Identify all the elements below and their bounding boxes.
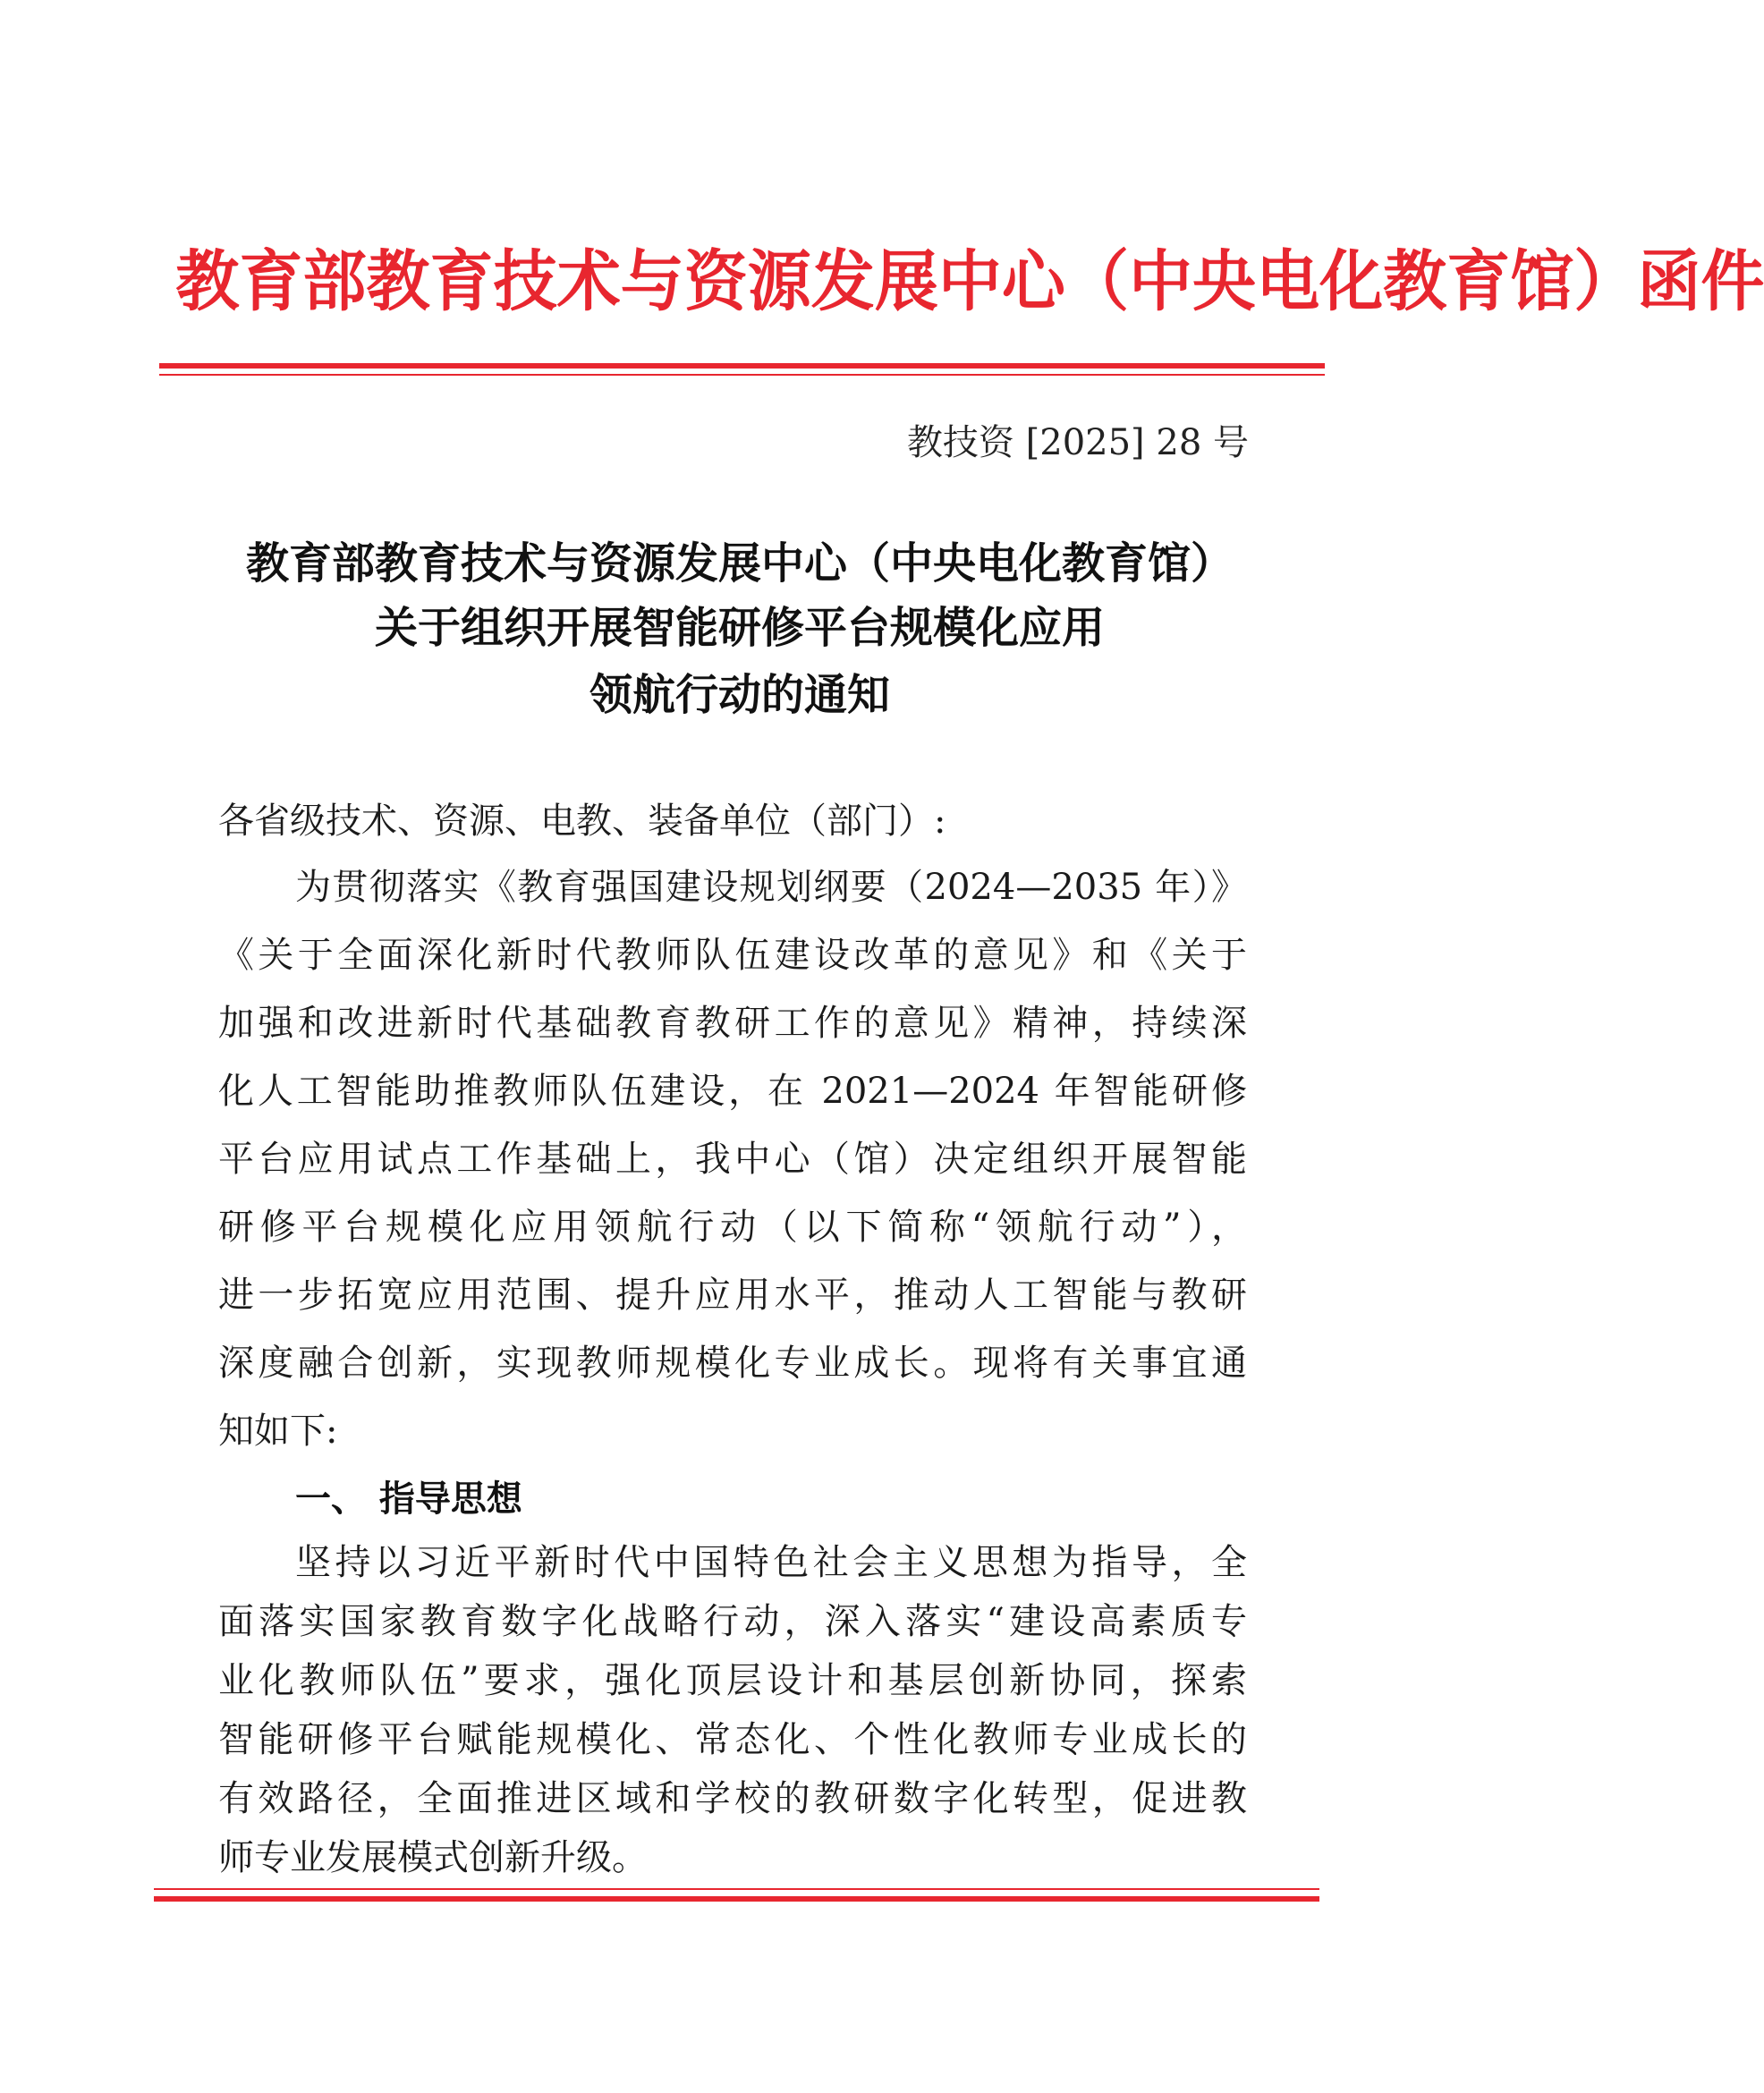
paragraph-2-line: 业化教师队伍”要求，强化顶层设计和基层创新协同，探索 (218, 1660, 1247, 1701)
letterhead-rule-thin (159, 374, 1325, 376)
paragraph-2-line: 师专业发展模式创新升级。 (218, 1837, 648, 1878)
paragraph-2-line: 智能研修平台赋能规模化、常态化、个性化教师专业成长的 (218, 1719, 1247, 1760)
paragraph-1-line: 研修平台规模化应用领航行动（以下简称“领航行动”）， (218, 1207, 1247, 1248)
paragraph-1-line: 化人工智能助推教师队伍建设，在 2021—2024 年智能研修 (218, 1071, 1247, 1112)
footer-rule-thick (154, 1896, 1319, 1902)
section-heading-guiding-ideology: 一、 指导思想 (295, 1479, 522, 1520)
paragraph-1-line: 加强和改进新时代基础教育教研工作的意见》精神，持续深 (218, 1003, 1247, 1044)
letterhead-title: 教育部教育技术与资源发展中心（中央电化教育馆）函件 (175, 243, 1764, 320)
notice-title-line-2: 关于组织开展智能研修平台规模化应用 (374, 603, 1105, 653)
document-number: 教技资 [2025] 28 号 (906, 422, 1249, 463)
paragraph-1-line: 进一步拓宽应用范围、提升应用水平，推动人工智能与教研 (218, 1275, 1247, 1316)
notice-title-line-1: 教育部教育技术与资源发展中心（中央电化教育馆） (245, 538, 1234, 589)
paragraph-1-line: 平台应用试点工作基础上，我中心（馆）决定组织开展智能 (218, 1139, 1247, 1180)
addressee: 各省级技术、资源、电教、装备单位（部门）: (218, 801, 946, 842)
paragraph-2-line: 坚持以习近平新时代中国特色社会主义思想为指导，全 (295, 1542, 1247, 1583)
paragraph-1-line: 《关于全面深化新时代教师队伍建设改革的意见》和《关于 (218, 935, 1247, 976)
paragraph-1-line: 知如下: (218, 1411, 338, 1452)
notice-title-line-3: 领航行动的通知 (589, 670, 890, 720)
letterhead-rule-thick (159, 363, 1325, 369)
paragraph-1-line: 深度融合创新，实现教师规模化专业成长。现将有关事宜通 (218, 1343, 1247, 1384)
paragraph-1-line: 为贯彻落实《教育强国建设规划纲要（2024—2035 年）》 (295, 867, 1247, 908)
footer-rule-thin (154, 1888, 1319, 1890)
paragraph-2-line: 面落实国家教育数字化战略行动，深入落实“建设高素质专 (218, 1601, 1247, 1642)
paragraph-2-line: 有效路径，全面推进区域和学校的教研数字化转型，促进教 (218, 1778, 1247, 1819)
